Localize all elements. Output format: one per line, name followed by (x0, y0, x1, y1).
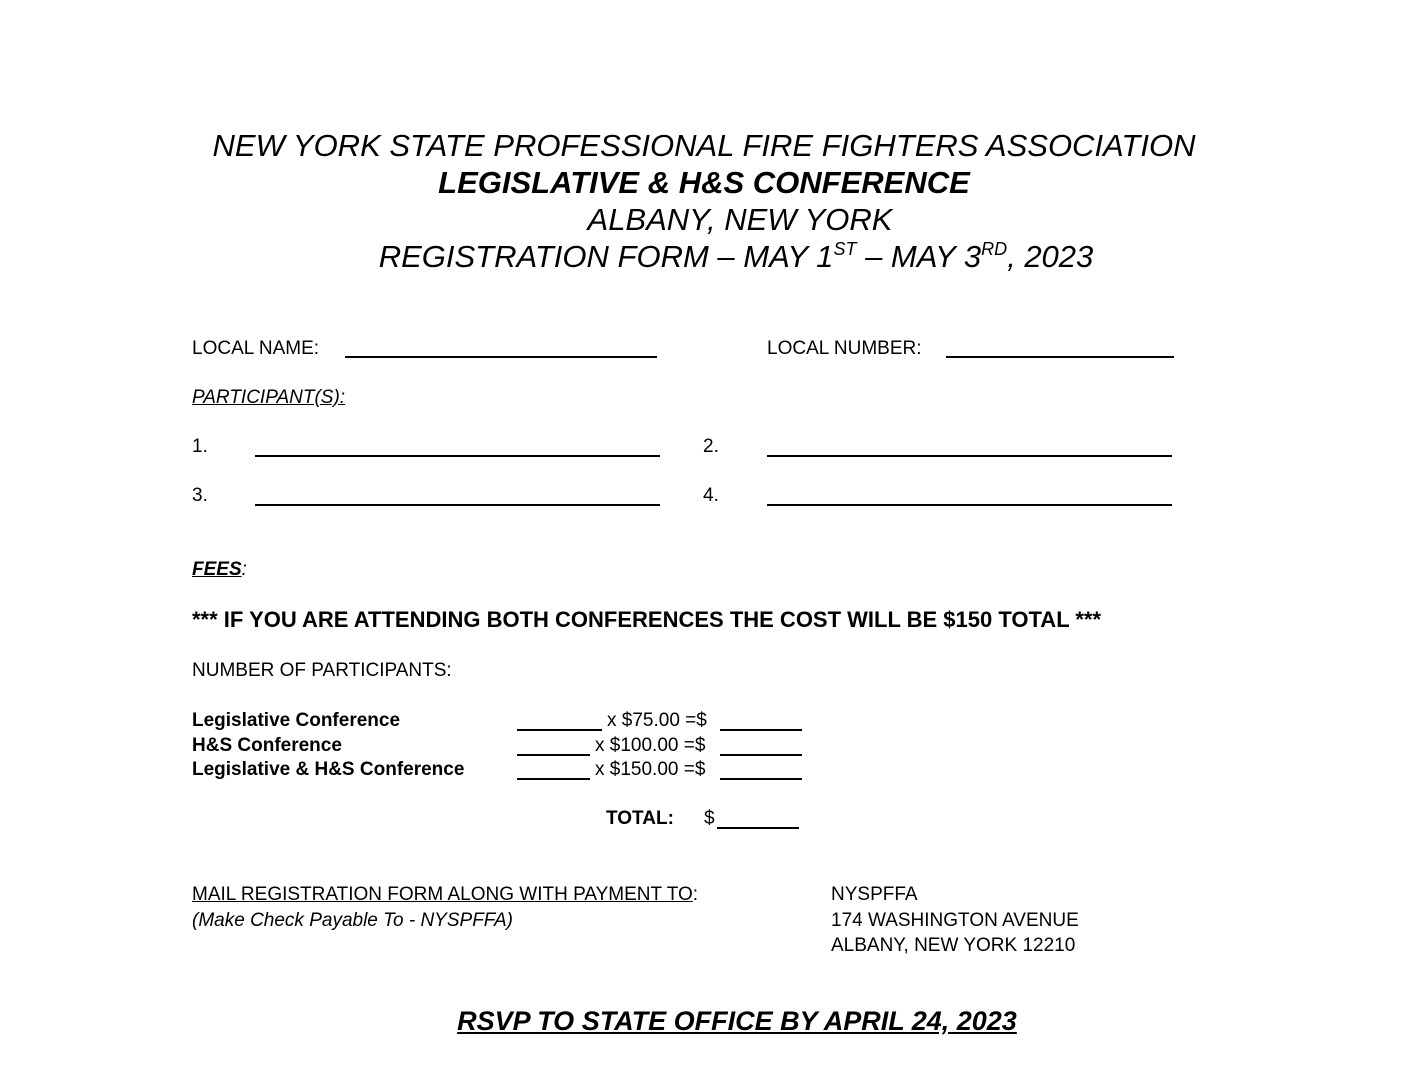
fee-amount-both[interactable] (720, 778, 802, 780)
fees-colon: : (241, 559, 247, 580)
participant-field-2[interactable] (767, 455, 1172, 457)
fee-amount-legislative[interactable] (720, 729, 802, 731)
registration-prefix: REGISTRATION FORM – MAY 1 (378, 239, 834, 274)
check-payable-note: (Make Check Payable To - NYSPFFA) (192, 910, 513, 931)
fees-heading-row (192, 559, 247, 581)
registration-mid: – MAY 3 (856, 239, 982, 274)
fee-count-legislative[interactable] (517, 729, 602, 731)
participant-field-3[interactable] (255, 504, 660, 506)
fee-name-hs: H&S Conference (192, 735, 342, 756)
participant-number-4: 4. (703, 485, 719, 506)
rsvp-deadline: RSVP TO STATE OFFICE BY APRIL 24, 2023 (457, 1006, 1017, 1036)
fee-rate-legislative: x $75.00 =$ (607, 710, 707, 731)
fee-name-legislative: Legislative Conference (192, 710, 401, 731)
local-number-field[interactable] (946, 356, 1174, 358)
local-name-label: LOCAL NAME: (192, 338, 320, 359)
fee-count-both[interactable] (517, 778, 590, 780)
mail-instruction: MAIL REGISTRATION FORM ALONG WITH PAYMENT TO (192, 884, 693, 905)
rd-superscript: RD (981, 239, 1008, 259)
registration-dates (32, 239, 1408, 275)
fees-heading: FEES (192, 559, 242, 580)
local-number-label: LOCAL NUMBER: (767, 338, 922, 359)
mail-instruction-row (192, 884, 698, 906)
org-title: NEW YORK STATE PROFESSIONAL FIRE FIGHTERS ASSOCIATION (212, 128, 1196, 163)
fee-name-both: Legislative & H&S Conference (192, 759, 465, 780)
address-line-2: 174 WASHINGTON AVENUE (831, 910, 1079, 931)
total-currency: $ (704, 808, 715, 829)
fee-rate-hs: x $100.00 =$ (595, 735, 706, 756)
registration-suffix: , 2023 (1007, 239, 1094, 274)
number-of-participants-label: NUMBER OF PARTICIPANTS: (192, 660, 452, 681)
address-line-3: ALBANY, NEW YORK 12210 (831, 935, 1076, 956)
local-name-field[interactable] (345, 356, 657, 358)
participant-number-2: 2. (703, 436, 719, 457)
participant-number-3: 3. (192, 485, 208, 506)
conference-title: LEGISLATIVE & H&S CONFERENCE (438, 165, 970, 200)
both-conferences-notice: *** IF YOU ARE ATTENDING BOTH CONFERENCES THE COST WILL BE $150 TOTAL *** (192, 607, 1102, 632)
total-amount-field[interactable] (717, 827, 799, 829)
participants-heading: PARTICIPANT(S): (192, 387, 346, 408)
total-label: TOTAL: (606, 808, 674, 829)
mail-colon: : (692, 884, 699, 905)
st-superscript: ST (833, 239, 857, 259)
location-title: ALBANY, NEW YORK (587, 202, 893, 237)
fee-amount-hs[interactable] (720, 754, 802, 756)
fee-rate-both: x $150.00 =$ (595, 759, 706, 780)
fee-count-hs[interactable] (517, 754, 590, 756)
participant-field-4[interactable] (767, 504, 1172, 506)
address-line-1: NYSPFFA (831, 884, 918, 905)
participant-field-1[interactable] (255, 455, 660, 457)
participant-number-1: 1. (192, 436, 208, 457)
